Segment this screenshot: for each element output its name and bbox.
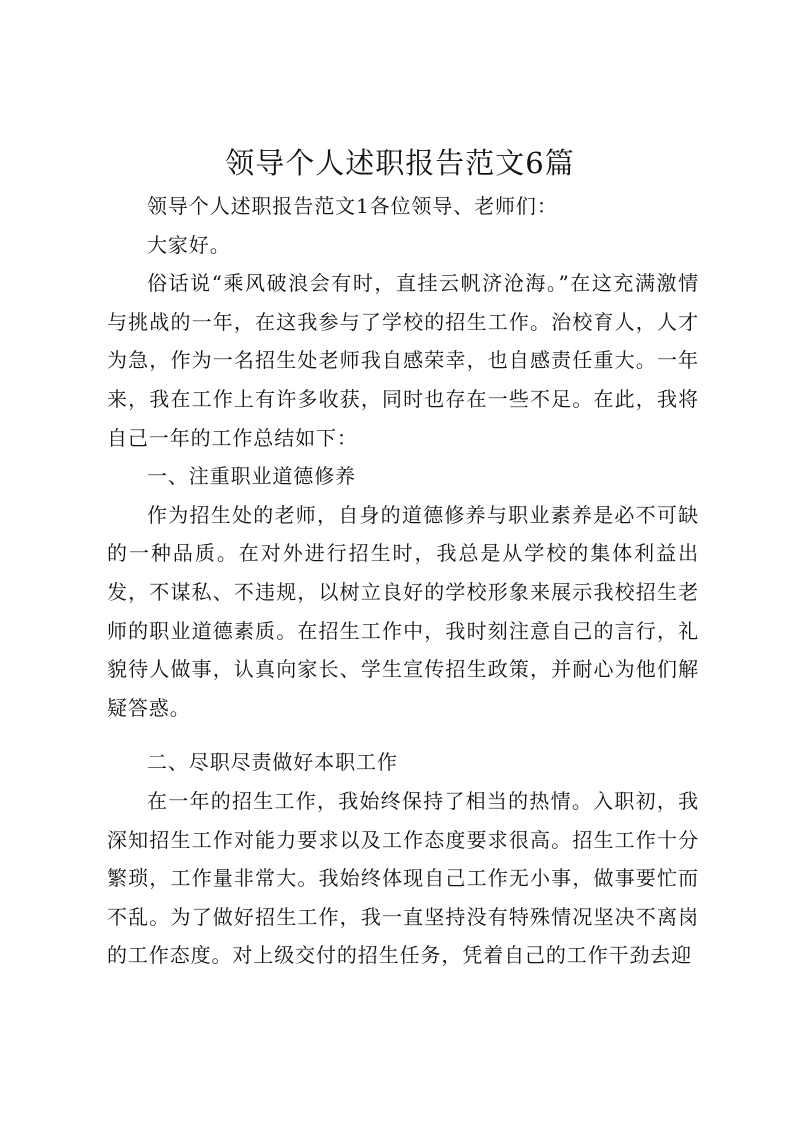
- section-2-paragraph: 在一年的招生工作，我始终保持了相当的热情。入职初，我深知招生工作对能力要求以及工作态度要求很高。招生工作十分繁琐，工作量非常大。我始终体现自己工作无小事，做事要忙而不乱。为了做好招生工作，我一直坚持没有特殊情况坚决不离岗的工作态度。对上级交付的招生任务，凭着自己的工作干劲去迎: [107, 788, 699, 968]
- section-1-paragraph: 作为招生处的老师，自身的道德修养与职业素养是必不可缺的一种品质。在对外进行招生时，我总是从学校的集体利益出发，不谋私、不违规，以树立良好的学校形象来展示我校招生老师的职业道德素质。在招生工作中，我时刻注意自己的言行，礼貌待人做事，认真向家长、学生宣传招生政策，并耐心为他们解疑答惑。: [107, 502, 699, 720]
- opening-salutation: 领导个人述职报告范文1各位领导、老师们：: [147, 194, 558, 218]
- intro-paragraph: 俗话说“乘风破浪会有时，直挂云帆济沧海。”在这充满激情与挑战的一年，在这我参与了学校的招生工作。治校育人，人才为急，作为一名招生处老师我自感荣幸，也自感责任重大。一年来，我在工作上有许多收获，同时也存在一些不足。在此，我将自己一年的工作总结如下：: [107, 271, 699, 450]
- document-body: [107, 187, 699, 975]
- section-heading-2: 二、尽职尽责做好本职工作: [147, 750, 398, 775]
- document-title: 领导个人述职报告范文6篇: [225, 146, 575, 180]
- section-heading-1: 一、注重职业道德修养: [147, 464, 356, 489]
- greeting: 大家好。: [147, 232, 231, 257]
